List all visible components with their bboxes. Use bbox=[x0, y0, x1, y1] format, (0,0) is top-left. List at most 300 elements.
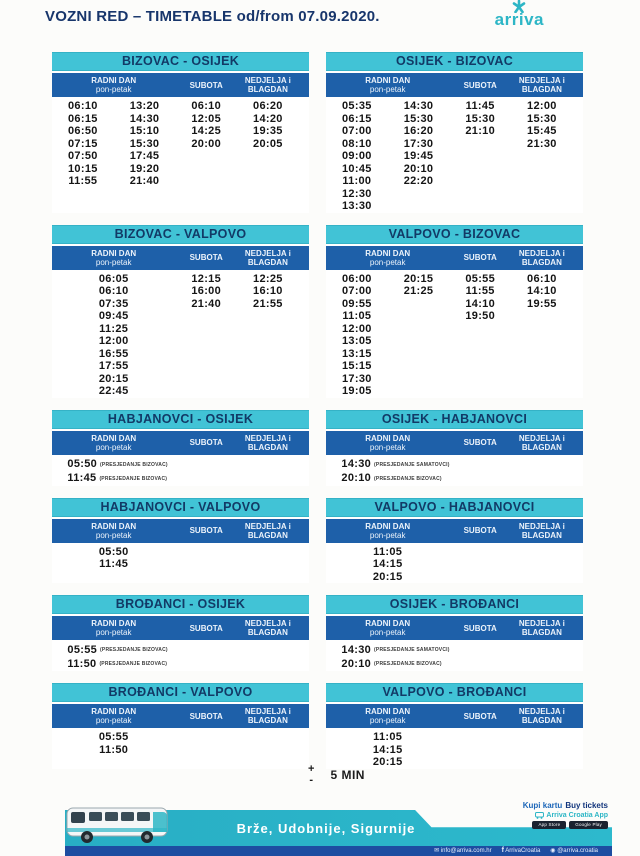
transfer-note: (PRESJEDANJE BIZOVAC) bbox=[99, 475, 168, 482]
table-header-row bbox=[52, 431, 309, 455]
sunday-header bbox=[237, 249, 299, 267]
departure-time: 12:00 bbox=[98, 335, 129, 347]
departure-time: 05:55 bbox=[67, 643, 98, 656]
workday-header bbox=[52, 434, 175, 452]
workday-header bbox=[326, 522, 449, 540]
departure-time: 09:00 bbox=[342, 150, 372, 162]
table-header-row bbox=[52, 704, 309, 728]
departure-time: 06:10 bbox=[98, 285, 129, 297]
departure-time: 15:10 bbox=[129, 125, 160, 137]
saturday-header: SUBOTA bbox=[189, 438, 223, 447]
sunday-header-line2: BLAGDAN bbox=[247, 442, 288, 452]
departure-time: 11:45 bbox=[465, 100, 495, 112]
departure-time: 14:10 bbox=[527, 285, 557, 297]
table-body bbox=[326, 543, 583, 584]
table-title: BIZOVAC - OSIJEK bbox=[52, 52, 309, 71]
timetable bbox=[52, 225, 309, 398]
workday-times bbox=[52, 546, 175, 571]
saturday-header: SUBOTA bbox=[463, 438, 497, 447]
table-body bbox=[52, 97, 309, 188]
table-header-row bbox=[326, 519, 583, 543]
transfer-note: (PRESJEDANJE BIZOVAC) bbox=[374, 661, 442, 667]
table-title: HABJANOVCI - VALPOVO bbox=[52, 498, 309, 517]
workday-column bbox=[52, 273, 175, 398]
contact-email: ✉ info@arriva.com.hr bbox=[434, 848, 492, 854]
workday-header-line2: pon-petak bbox=[95, 628, 132, 637]
table-title: BIZOVAC - VALPOVO bbox=[52, 225, 309, 244]
timetable bbox=[326, 595, 583, 671]
workday-column bbox=[326, 546, 449, 584]
departure-time: 16:10 bbox=[253, 285, 283, 297]
sunday-times bbox=[237, 100, 299, 150]
table-title: VALPOVO - HABJANOVCI bbox=[326, 498, 583, 517]
sunday-header bbox=[237, 434, 299, 452]
departure-time: 10:15 bbox=[68, 162, 98, 175]
departure-time: 06:10 bbox=[68, 100, 98, 112]
departure-time: 14:30 bbox=[403, 100, 434, 112]
departure-time: 11:25 bbox=[99, 322, 129, 335]
workday-times bbox=[326, 458, 457, 486]
departure-time: 09:55 bbox=[342, 297, 372, 310]
sunday-header-line1: NEDJELJA i bbox=[244, 619, 291, 628]
sunday-header bbox=[511, 249, 573, 267]
timetable bbox=[52, 410, 309, 486]
departure-time: 11:00 bbox=[342, 175, 372, 187]
workday-column bbox=[52, 100, 114, 188]
table-title: BROĐANCI - OSIJEK bbox=[52, 595, 309, 614]
saturday-header: SUBOTA bbox=[189, 253, 223, 262]
workday-times bbox=[52, 643, 183, 671]
departure-time: 12:15 bbox=[191, 272, 222, 285]
app-bus-icon bbox=[535, 812, 544, 819]
departure-with-note bbox=[67, 472, 183, 486]
sunday-header bbox=[511, 619, 573, 637]
sunday-times bbox=[511, 273, 573, 311]
workday-header-line1: RADNI DAN bbox=[365, 433, 411, 443]
tolerance-annotation bbox=[308, 764, 365, 786]
table-body bbox=[52, 455, 309, 486]
workday-times bbox=[326, 731, 449, 769]
departure-time: 19:45 bbox=[403, 150, 434, 162]
departure-time: 17:55 bbox=[98, 360, 129, 372]
departure-time: 13:30 bbox=[342, 200, 372, 212]
departure-time: 14:10 bbox=[465, 297, 496, 310]
footer-banner bbox=[65, 801, 612, 846]
departure-time: 19:20 bbox=[129, 162, 160, 175]
workday-times bbox=[326, 546, 449, 584]
workday-header-line2: pon-petak bbox=[95, 716, 132, 725]
sunday-header-line2: BLAGDAN bbox=[521, 442, 562, 452]
page-title: VOZNI RED – TIMETABLE od/from 07.09.2020. bbox=[45, 8, 380, 25]
departure-with-note bbox=[67, 643, 183, 657]
departure-time: 21:55 bbox=[253, 297, 283, 310]
footer-slogan: Brže, Udobnije, Sigurnije bbox=[236, 821, 416, 836]
table-title: HABJANOVCI - OSIJEK bbox=[52, 410, 309, 429]
workday-header-line1: RADNI DAN bbox=[91, 433, 137, 443]
departure-time: 11:45 bbox=[99, 558, 129, 570]
transfer-note: (PRESJEDANJE SAMATOVCI) bbox=[374, 461, 450, 468]
departure-time: 06:20 bbox=[253, 100, 283, 112]
departure-time: 11:45 bbox=[67, 472, 97, 485]
email-icon: ✉ bbox=[434, 848, 440, 854]
departure-time: 19:35 bbox=[253, 125, 283, 137]
departure-time: 08:10 bbox=[342, 137, 372, 150]
table-body bbox=[326, 270, 583, 398]
timetables-grid bbox=[52, 52, 583, 769]
departure-time: 06:10 bbox=[191, 100, 222, 112]
departure-time: 20:05 bbox=[253, 137, 283, 150]
departure-time: 14:20 bbox=[253, 112, 283, 125]
departure-with-note bbox=[341, 472, 457, 486]
footer-contact-strip bbox=[65, 846, 612, 856]
workday-header bbox=[52, 707, 175, 725]
departure-time: 14:30 bbox=[129, 112, 160, 125]
departure-time: 06:15 bbox=[68, 112, 98, 125]
departure-time: 12:25 bbox=[253, 272, 283, 285]
departure-time: 15:30 bbox=[527, 112, 557, 125]
departure-time: 10:45 bbox=[342, 162, 372, 175]
sunday-header-line1: NEDJELJA i bbox=[518, 707, 565, 716]
sunday-times bbox=[237, 273, 299, 311]
departure-time: 14:30 bbox=[341, 643, 372, 656]
sunday-header bbox=[237, 707, 299, 725]
departure-time: 21:10 bbox=[465, 125, 496, 137]
departure-time: 21:30 bbox=[527, 137, 557, 150]
sunday-header-line2: BLAGDAN bbox=[247, 716, 288, 725]
departure-time: 06:50 bbox=[68, 125, 98, 137]
departure-time: 14:15 bbox=[372, 743, 403, 756]
departure-time: 17:45 bbox=[129, 150, 160, 162]
departure-time: 05:55 bbox=[465, 272, 496, 285]
saturday-header: SUBOTA bbox=[189, 623, 223, 633]
workday-header bbox=[52, 522, 175, 540]
arriva-logo-text: arriva bbox=[494, 10, 544, 29]
workday-header bbox=[326, 76, 449, 94]
departure-time: 15:15 bbox=[342, 360, 372, 372]
departure-time: 06:05 bbox=[98, 272, 129, 285]
facebook-icon: f bbox=[501, 847, 504, 854]
departure-time: 20:15 bbox=[403, 272, 434, 285]
table-body bbox=[52, 640, 309, 671]
timetable bbox=[326, 52, 583, 213]
workday-times bbox=[326, 100, 449, 213]
workday-column bbox=[326, 731, 449, 769]
workday-times bbox=[52, 100, 175, 188]
instagram-icon: ◉ bbox=[550, 848, 556, 854]
sunday-header-line2: BLAGDAN bbox=[247, 628, 288, 637]
saturday-header: SUBOTA bbox=[463, 711, 497, 721]
departure-time: 22:20 bbox=[403, 175, 434, 187]
workday-header-line2: pon-petak bbox=[369, 442, 406, 452]
departure-time: 12:05 bbox=[191, 112, 222, 125]
timetable bbox=[52, 683, 309, 769]
workday-header-line2: pon-petak bbox=[369, 257, 406, 267]
workday-times bbox=[52, 458, 183, 486]
sunday-header-line1: NEDJELJA i bbox=[518, 521, 565, 531]
departure-time: 15:30 bbox=[465, 112, 496, 125]
sunday-header-line2: BLAGDAN bbox=[521, 530, 562, 540]
departure-time: 16:00 bbox=[191, 285, 222, 297]
sunday-header-line2: BLAGDAN bbox=[521, 85, 562, 94]
sunday-header-line2: BLAGDAN bbox=[521, 257, 562, 267]
table-title: OSIJEK - BIZOVAC bbox=[326, 52, 583, 71]
table-header-row bbox=[326, 73, 583, 97]
saturday-header: SUBOTA bbox=[189, 80, 223, 90]
departure-time: 13:15 bbox=[342, 347, 372, 360]
table-body bbox=[326, 728, 583, 769]
departure-time: 15:45 bbox=[527, 125, 557, 137]
table-body bbox=[52, 270, 309, 398]
departure-time: 09:45 bbox=[98, 310, 129, 322]
departure-time: 06:15 bbox=[342, 112, 372, 125]
departure-time: 20:15 bbox=[98, 372, 129, 385]
table-header-row bbox=[326, 246, 583, 270]
sunday-header-line2: BLAGDAN bbox=[521, 628, 562, 637]
departure-time: 07:50 bbox=[68, 150, 98, 162]
departure-time: 20:00 bbox=[191, 137, 222, 150]
sunday-header-line1: NEDJELJA i bbox=[244, 433, 291, 443]
departure-time: 15:30 bbox=[129, 137, 160, 150]
departure-time: 11:55 bbox=[465, 285, 495, 297]
plus-sign: + bbox=[308, 763, 315, 775]
workday-column bbox=[326, 100, 388, 213]
departure-time: 11:50 bbox=[67, 657, 97, 670]
departure-time: 20:10 bbox=[341, 472, 372, 485]
departure-time: 11:05 bbox=[373, 731, 403, 743]
departure-time: 19:50 bbox=[465, 310, 496, 322]
timetable bbox=[52, 498, 309, 584]
table-body bbox=[52, 728, 309, 756]
table-header-row bbox=[326, 431, 583, 455]
minus-sign: - bbox=[309, 774, 314, 786]
buy-tickets-en: Buy tickets bbox=[565, 801, 608, 810]
table-title: OSIJEK - HABJANOVCI bbox=[326, 410, 583, 429]
bus-image bbox=[61, 800, 181, 846]
departure-with-note bbox=[341, 657, 457, 671]
buy-tickets-hr: Kupi kartu bbox=[522, 801, 563, 810]
arriva-logo bbox=[495, 0, 544, 28]
departure-time: 17:30 bbox=[403, 137, 434, 150]
sunday-header bbox=[511, 76, 573, 94]
departure-time: 11:55 bbox=[68, 175, 98, 187]
departure-time: 11:50 bbox=[99, 743, 129, 756]
workday-header-line1: RADNI DAN bbox=[91, 76, 137, 85]
departure-time: 20:10 bbox=[341, 657, 372, 670]
workday-column bbox=[388, 273, 450, 398]
table-body bbox=[52, 543, 309, 571]
table-body bbox=[326, 640, 583, 671]
departure-time: 05:50 bbox=[98, 545, 129, 558]
departure-time: 21:40 bbox=[129, 175, 160, 187]
departure-time: 06:10 bbox=[527, 272, 557, 285]
workday-header-line1: RADNI DAN bbox=[365, 521, 411, 531]
workday-column bbox=[52, 546, 175, 571]
departure-time: 06:00 bbox=[342, 272, 372, 285]
tolerance-label: 5 MIN bbox=[330, 768, 365, 782]
transfer-note: (PRESJEDANJE BIZOVAC) bbox=[99, 661, 168, 667]
departure-time: 19:05 bbox=[342, 385, 372, 397]
departure-with-note bbox=[341, 643, 457, 657]
sunday-header bbox=[511, 434, 573, 452]
workday-column bbox=[388, 100, 450, 213]
instagram-handle: ◉ @arriva.croatia bbox=[550, 848, 598, 854]
table-header-row bbox=[52, 73, 309, 97]
buy-tickets-block bbox=[523, 802, 608, 829]
buy-tickets-line bbox=[523, 802, 608, 810]
sunday-header bbox=[237, 522, 299, 540]
app-label: Arriva Croatia App bbox=[546, 812, 608, 819]
departure-time: 12:00 bbox=[342, 322, 372, 335]
departure-time: 07:00 bbox=[342, 125, 372, 137]
departure-time: 13:05 bbox=[342, 335, 372, 347]
departure-time: 05:50 bbox=[67, 458, 98, 471]
workday-header bbox=[52, 249, 175, 267]
workday-header-line1: RADNI DAN bbox=[91, 521, 137, 531]
sunday-header bbox=[237, 619, 299, 637]
workday-header-line1: RADNI DAN bbox=[365, 248, 411, 258]
sunday-times bbox=[511, 100, 573, 150]
workday-header-line1: RADNI DAN bbox=[91, 248, 137, 258]
transfer-note: (PRESJEDANJE BIZOVAC) bbox=[374, 475, 442, 482]
table-header-row bbox=[52, 616, 309, 640]
sunday-header-line1: NEDJELJA i bbox=[518, 248, 565, 258]
sunday-header-line1: NEDJELJA i bbox=[244, 76, 291, 85]
sunday-header-line1: NEDJELJA i bbox=[244, 248, 291, 258]
departure-time: 16:20 bbox=[403, 125, 434, 137]
departure-time: 14:25 bbox=[191, 125, 222, 137]
departure-time: 20:10 bbox=[403, 162, 434, 175]
table-body bbox=[326, 97, 583, 213]
table-header-row bbox=[326, 616, 583, 640]
departure-time: 13:20 bbox=[129, 100, 160, 112]
timetable bbox=[52, 595, 309, 671]
timetable bbox=[326, 410, 583, 486]
workday-header-line2: pon-petak bbox=[95, 442, 132, 452]
workday-header bbox=[52, 619, 175, 637]
workday-times bbox=[326, 643, 457, 671]
workday-header-line2: pon-petak bbox=[369, 85, 406, 94]
app-label-line bbox=[523, 812, 608, 819]
workday-times bbox=[52, 273, 175, 398]
app-store-badge: App Store bbox=[532, 821, 566, 829]
sunday-header-line1: NEDJELJA i bbox=[518, 619, 565, 628]
google-play-badge: Google Play bbox=[569, 821, 608, 829]
saturday-header: SUBOTA bbox=[463, 623, 497, 633]
sunday-header-line1: NEDJELJA i bbox=[518, 76, 565, 85]
departure-time: 07:35 bbox=[98, 297, 129, 310]
transfer-note: (PRESJEDANJE SAMATOVCI) bbox=[374, 647, 450, 653]
departure-time: 12:30 bbox=[342, 187, 372, 200]
departure-time: 07:00 bbox=[342, 285, 372, 297]
saturday-header: SUBOTA bbox=[189, 526, 223, 535]
workday-times bbox=[326, 273, 449, 398]
workday-header bbox=[326, 434, 449, 452]
workday-header-line2: pon-petak bbox=[95, 85, 132, 94]
saturday-header: SUBOTA bbox=[463, 253, 497, 262]
table-title: VALPOVO - BROĐANCI bbox=[326, 683, 583, 702]
departure-with-note bbox=[341, 458, 457, 472]
workday-times bbox=[52, 731, 175, 756]
transfer-note: (PRESJEDANJE BIZOVAC) bbox=[100, 461, 168, 468]
departure-time: 05:35 bbox=[342, 100, 372, 112]
sunday-header-line1: NEDJELJA i bbox=[244, 521, 291, 531]
departure-time: 05:55 bbox=[98, 731, 129, 743]
saturday-header: SUBOTA bbox=[463, 80, 497, 90]
sunday-header bbox=[237, 76, 299, 94]
sunday-header-line2: BLAGDAN bbox=[247, 85, 288, 94]
timetable bbox=[326, 498, 583, 584]
saturday-header: SUBOTA bbox=[189, 711, 223, 721]
departure-time: 16:55 bbox=[98, 347, 129, 360]
workday-column bbox=[52, 731, 175, 756]
workday-header bbox=[326, 707, 449, 725]
departure-time: 14:15 bbox=[372, 558, 403, 570]
departure-time: 17:30 bbox=[342, 372, 372, 385]
workday-header bbox=[326, 619, 449, 637]
sunday-header bbox=[511, 522, 573, 540]
departure-time: 14:30 bbox=[341, 458, 372, 471]
departure-time: 19:55 bbox=[527, 297, 557, 310]
saturday-times bbox=[175, 100, 237, 150]
workday-header-line1: RADNI DAN bbox=[365, 619, 411, 628]
departure-time: 15:30 bbox=[403, 112, 434, 125]
table-body bbox=[326, 455, 583, 486]
departure-time: 21:25 bbox=[403, 285, 434, 297]
workday-column bbox=[114, 100, 176, 188]
facebook-handle: f ArrivaCroatia bbox=[501, 847, 541, 854]
table-header-row bbox=[52, 519, 309, 543]
page-header bbox=[0, 0, 640, 34]
plus-minus-signs bbox=[308, 764, 314, 786]
workday-column bbox=[326, 273, 388, 398]
workday-header-line2: pon-petak bbox=[369, 716, 406, 725]
workday-header-line1: RADNI DAN bbox=[91, 619, 137, 628]
departure-time: 11:05 bbox=[342, 310, 372, 322]
departure-time: 07:15 bbox=[68, 137, 98, 150]
saturday-header: SUBOTA bbox=[463, 526, 497, 535]
workday-header-line2: pon-petak bbox=[369, 628, 406, 637]
departure-time: 20:15 bbox=[372, 570, 403, 583]
table-title: BROĐANCI - VALPOVO bbox=[52, 683, 309, 702]
workday-header-line2: pon-petak bbox=[369, 530, 406, 540]
timetable bbox=[52, 52, 309, 213]
sunday-header-line2: BLAGDAN bbox=[247, 530, 288, 540]
sunday-header-line2: BLAGDAN bbox=[521, 716, 562, 725]
sunday-header-line1: NEDJELJA i bbox=[244, 707, 291, 716]
departure-time: 22:45 bbox=[98, 385, 129, 397]
workday-header-line1: RADNI DAN bbox=[91, 707, 137, 716]
store-badges bbox=[523, 821, 608, 829]
workday-header bbox=[52, 76, 175, 94]
workday-header-line1: RADNI DAN bbox=[365, 707, 411, 716]
departure-time: 21:40 bbox=[191, 297, 222, 310]
workday-header-line2: pon-petak bbox=[95, 257, 132, 267]
transfer-note: (PRESJEDANJE BIZOVAC) bbox=[100, 647, 168, 653]
departure-time: 11:05 bbox=[373, 545, 403, 558]
departure-with-note bbox=[67, 657, 183, 671]
sunday-header-line1: NEDJELJA i bbox=[518, 433, 565, 443]
departure-time: 12:00 bbox=[527, 100, 557, 112]
saturday-times bbox=[449, 273, 511, 323]
table-header-row bbox=[52, 246, 309, 270]
table-header-row bbox=[326, 704, 583, 728]
workday-header-line1: RADNI DAN bbox=[365, 76, 411, 85]
timetable bbox=[326, 225, 583, 398]
sunday-header bbox=[511, 707, 573, 725]
table-title: OSIJEK - BROĐANCI bbox=[326, 595, 583, 614]
timetable bbox=[326, 683, 583, 769]
table-title: VALPOVO - BIZOVAC bbox=[326, 225, 583, 244]
